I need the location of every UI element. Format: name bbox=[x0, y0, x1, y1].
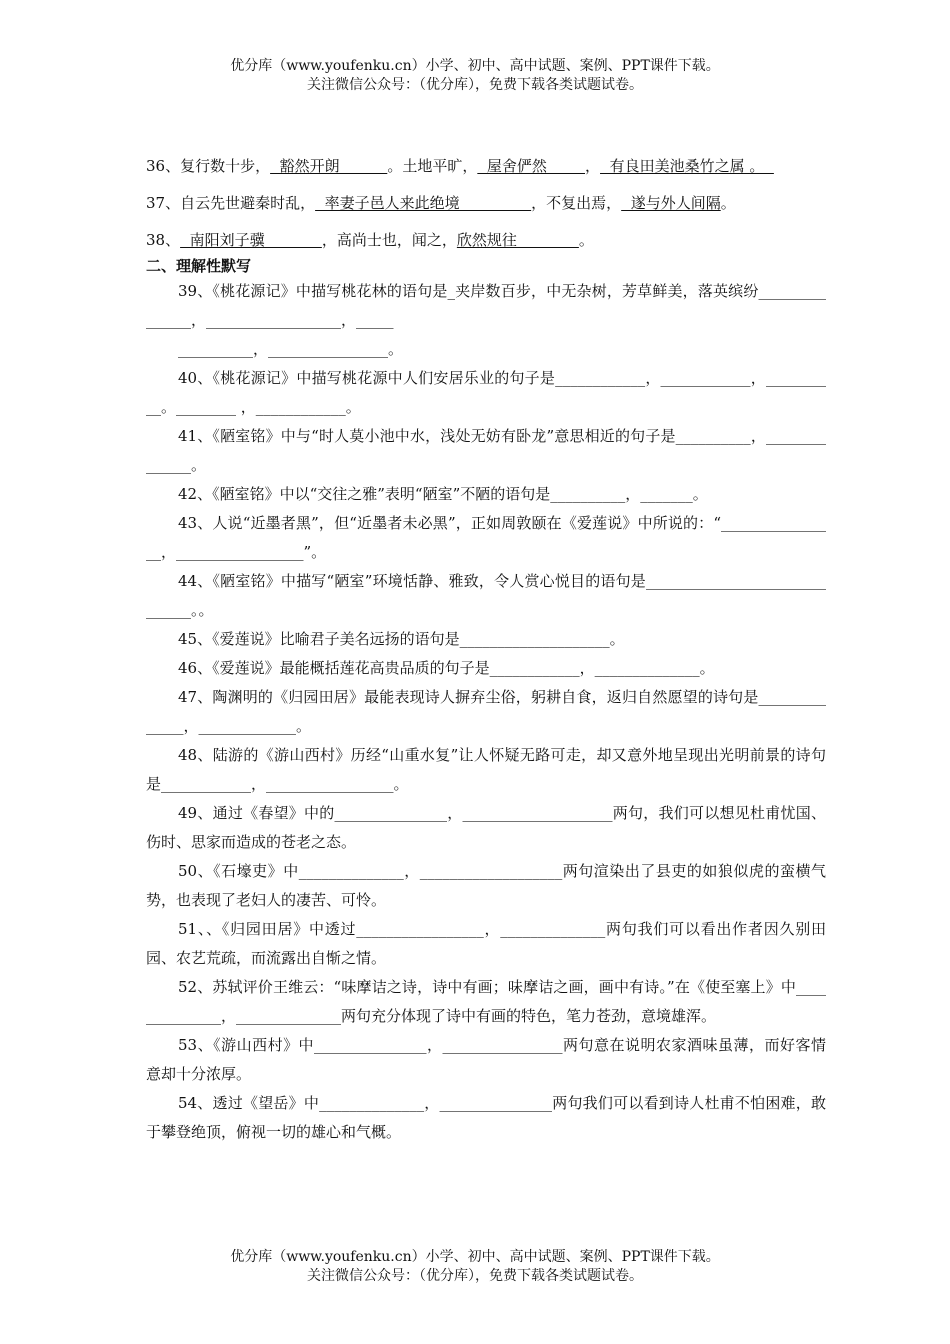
question-50: 50、《石壕吏》中______________，___________________两句渲染出了县吏的如狼似虎的蛮横气势，也表现了老妇人的凄苦、可怜。 bbox=[146, 862, 826, 909]
question-37 bbox=[146, 189, 826, 218]
q38-answer-1: 南阳刘子骥 bbox=[180, 231, 322, 249]
question-47: 47、陶渊明的《归园田居》最能表现诗人摒弃尘俗，躬耕自食，返归自然愿望的诗句是______________，_____________。 bbox=[146, 688, 826, 735]
q37-text-2: ，不复出焉， bbox=[531, 194, 622, 212]
question-43: 43、人说“近墨者黑”，但“近墨者未必黑”，正如周敦颐在《爱莲说》中所说的：“________________，_________________”。 bbox=[146, 514, 826, 561]
question-46: 46、《爱莲说》最能概括莲花高贵品质的句子是____________，______________。 bbox=[178, 659, 715, 677]
q38-text-1: 38、 bbox=[146, 231, 181, 249]
question-36 bbox=[146, 152, 826, 181]
q38-text-2: ，高尚士也，闻之， bbox=[321, 231, 457, 249]
header-line-2: 关注微信公众号：（优分库），免费下载各类试题试卷。 bbox=[307, 77, 643, 93]
q36-text-2: 。土地平旷， bbox=[387, 157, 478, 175]
question-48: 48、陆游的《游山西村》历经“山重水复”让人怀疑无路可走，却又意外地呈现出光明前景的诗句是____________，_________________。 bbox=[146, 746, 826, 793]
question-40: 40、《桃花源记》中描写桃花源中人们安居乐业的句子是____________，____________，__________。________ ，____________。 bbox=[146, 369, 826, 416]
footer-line-2: 关注微信公众号：（优分库），免费下载各类试题试卷。 bbox=[307, 1268, 643, 1284]
q36-answer-1: 豁然开朗 bbox=[270, 157, 388, 175]
question-54: 54、透过《望岳》中______________，_______________两句我们可以看到诗人杜甫不怕困难，敢于攀登绝顶，俯视一切的雄心和气概。 bbox=[146, 1094, 826, 1141]
question-39: 39、《桃花源记》中描写桃花林的语句是_夹岸数百步，中无杂树，芳草鲜美，落英缤纷_______________，__________________，_____ bbox=[146, 282, 826, 329]
question-53: 53、《游山西村》中_______________，________________两句意在说明农家酒味虽薄，而好客情意却十分浓厚。 bbox=[146, 1036, 826, 1083]
question-44: 44、《陋室铭》中描写“陋室”环境恬静、雅致，令人赏心悦目的语句是______________________________。。 bbox=[146, 572, 826, 619]
page-header bbox=[0, 57, 950, 95]
q37-answer-2: 遂与外人间隔 bbox=[621, 194, 721, 212]
q38-answer-2: 欣然规往 bbox=[456, 231, 579, 249]
question-51: 51、、《归园田居》中透过_________________，______________两句我们可以看出作者因久别田园、农艺荒疏，而流露出自惭之情。 bbox=[146, 920, 826, 967]
page-footer bbox=[0, 1248, 950, 1286]
document-body bbox=[146, 152, 826, 1147]
question-41: 41、《陋室铭》中与“时人莫小池中水，浅处无妨有卧龙”意思相近的句子是__________，______________。 bbox=[146, 427, 826, 474]
q37-answer-1: 率妻子邑人来此绝境 bbox=[315, 194, 532, 212]
question-39-continued: __________，________________。 bbox=[178, 340, 404, 358]
question-49: 49、通过《春望》中的_______________，____________________两句，我们可以想见杜甫忧国、伤时、思家而造成的苍老之态。 bbox=[146, 804, 826, 851]
q37-text-3: 。 bbox=[720, 194, 736, 212]
q38-text-3: 。 bbox=[578, 231, 594, 249]
q36-text-1: 36、复行数十步， bbox=[146, 157, 271, 175]
question-52: 52、苏轼评价王维云：“味摩诘之诗，诗中有画；味摩诘之画，画中有诗。”在《使至塞上》中______________，______________两句充分体现了诗中有画的特色，笔力苍劲，意境雄浑。 bbox=[146, 978, 826, 1025]
question-45: 45、《爱莲说》比喻君子美名远扬的语句是____________________。 bbox=[178, 630, 625, 648]
q36-text-3: ， bbox=[585, 157, 601, 175]
footer-line-1: 优分库（www.youfenku.cn）小学、初中、高中试题、案例、PPT课件下载。 bbox=[230, 1249, 720, 1265]
section-2-heading: 二、理解性默写 bbox=[146, 257, 252, 275]
header-line-1: 优分库（www.youfenku.cn）小学、初中、高中试题、案例、PPT课件下载。 bbox=[230, 58, 720, 74]
question-38 bbox=[146, 226, 826, 255]
q37-text-1: 37、自云先世避秦时乱， bbox=[146, 194, 316, 212]
q36-answer-3: 有良田美池桑竹之属 。 bbox=[600, 157, 774, 175]
question-42: 42、《陋室铭》中以“交往之雅”表明“陋室”不陋的语句是__________，_______。 bbox=[178, 485, 708, 503]
q36-answer-2: 屋舍俨然 bbox=[477, 157, 586, 175]
